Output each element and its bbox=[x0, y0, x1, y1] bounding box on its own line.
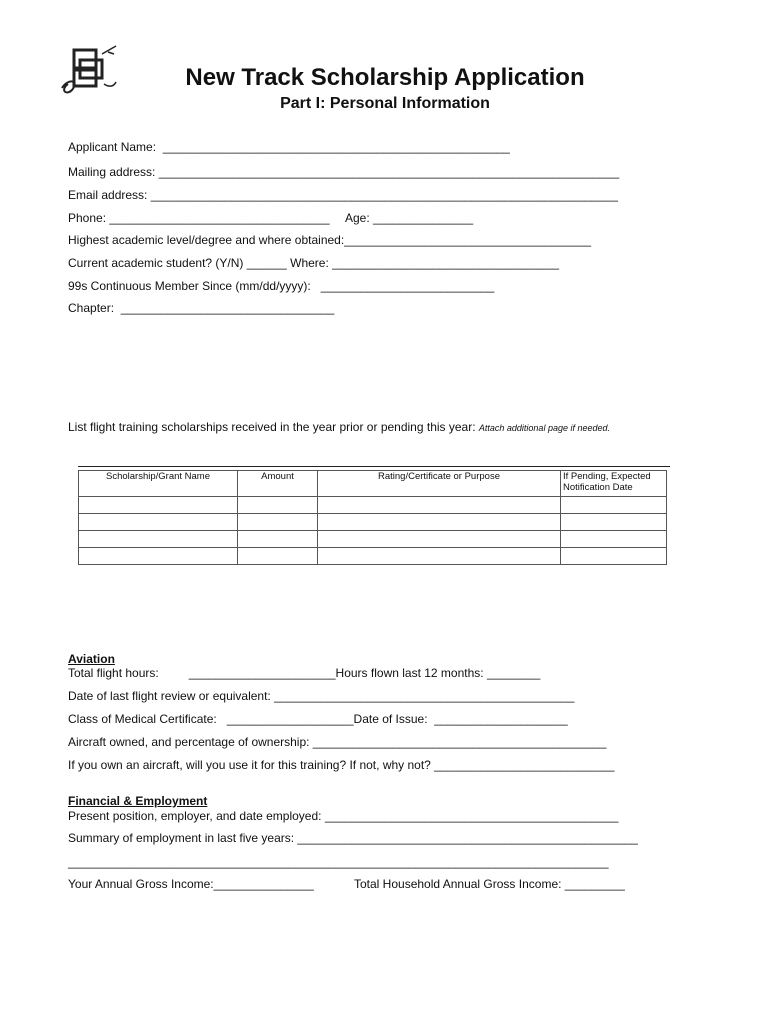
aircraft-use-field[interactable]: If you own an aircraft, will you use it for this training? If not, why not? ___________________________ bbox=[68, 758, 615, 772]
page-title: New Track Scholarship Application bbox=[185, 64, 585, 91]
page-subtitle: Part I: Personal Information bbox=[280, 95, 490, 112]
age-field[interactable]: Age: _______________ bbox=[345, 211, 474, 225]
education-field[interactable]: Highest academic level/degree and where obtained:_____________________________________ bbox=[68, 233, 592, 247]
chapter-field[interactable]: Chapter: ________________________________ bbox=[68, 301, 335, 315]
table-cell[interactable] bbox=[238, 548, 318, 565]
applicant-name-field[interactable]: Applicant Name: ____________________________________________________ bbox=[68, 140, 510, 154]
table-cell[interactable] bbox=[561, 548, 667, 565]
table-cell[interactable] bbox=[561, 531, 667, 548]
employment-summary-field[interactable]: Summary of employment in last five years: ___________________________________________________ bbox=[68, 831, 638, 845]
table-cell[interactable] bbox=[79, 548, 238, 565]
table-cell[interactable] bbox=[318, 531, 561, 548]
table-cell[interactable] bbox=[238, 514, 318, 531]
total-hours-field[interactable]: Total flight hours: ______________________Hours flown last 12 months: ________ bbox=[68, 666, 541, 680]
current-student-field[interactable]: Current academic student? (Y/N) ______ Where: __________________________________ bbox=[68, 256, 560, 270]
scholarships-note: Attach additional page if needed. bbox=[478, 423, 610, 433]
present-position-field[interactable]: Present position, employer, and date employed: ____________________________________________ bbox=[68, 809, 619, 823]
table-cell[interactable] bbox=[79, 514, 238, 531]
annual-income-field[interactable]: Your Annual Gross Income:_______________ bbox=[68, 877, 314, 891]
table-cell[interactable] bbox=[561, 514, 667, 531]
phone-field[interactable]: Phone: _________________________________ bbox=[68, 211, 330, 225]
aviation-heading: Aviation bbox=[68, 652, 115, 666]
email-address-field[interactable]: Email address: ______________________________________________________________________ bbox=[68, 188, 618, 202]
table-row bbox=[79, 514, 667, 531]
column-header: Scholarship/Grant Name bbox=[79, 471, 238, 497]
column-header: Rating/Certificate or Purpose bbox=[318, 471, 561, 497]
scholarships-intro-text: List flight training scholarships received in the year prior or pending this year: bbox=[68, 420, 476, 434]
column-header: Amount bbox=[238, 471, 318, 497]
table-cell[interactable] bbox=[561, 497, 667, 514]
table-cell[interactable] bbox=[318, 548, 561, 565]
financial-heading: Financial & Employment bbox=[68, 794, 208, 808]
table-cell[interactable] bbox=[79, 531, 238, 548]
mailing-address-field[interactable]: Mailing address: _____________________________________________________________________ bbox=[68, 165, 620, 179]
flight-review-field[interactable]: Date of last flight review or equivalent: _____________________________________________ bbox=[68, 689, 575, 703]
scholarships-table bbox=[78, 470, 667, 565]
employment-summary-line[interactable]: _________________________________________________________________________________ bbox=[68, 855, 609, 869]
table-cell[interactable] bbox=[238, 531, 318, 548]
aircraft-owned-field[interactable]: Aircraft owned, and percentage of ownership: ____________________________________________ bbox=[68, 735, 607, 749]
table-cell[interactable] bbox=[318, 497, 561, 514]
table-top-rule bbox=[78, 466, 670, 467]
table-cell[interactable] bbox=[79, 497, 238, 514]
table-row bbox=[79, 531, 667, 548]
scholarships-intro bbox=[68, 420, 610, 434]
table-cell[interactable] bbox=[318, 514, 561, 531]
member-since-field[interactable]: 99s Continuous Member Since (mm/dd/yyyy): __________________________ bbox=[68, 279, 495, 293]
household-income-field[interactable]: Total Household Annual Gross Income: _________ bbox=[354, 877, 625, 891]
medical-certificate-field[interactable]: Class of Medical Certificate: ___________________Date of Issue: ____________________ bbox=[68, 712, 568, 726]
table-header-row bbox=[79, 471, 667, 497]
table-row bbox=[79, 497, 667, 514]
column-header: If Pending, Expected Notification Date bbox=[561, 471, 667, 497]
table-cell[interactable] bbox=[238, 497, 318, 514]
table-row bbox=[79, 548, 667, 565]
